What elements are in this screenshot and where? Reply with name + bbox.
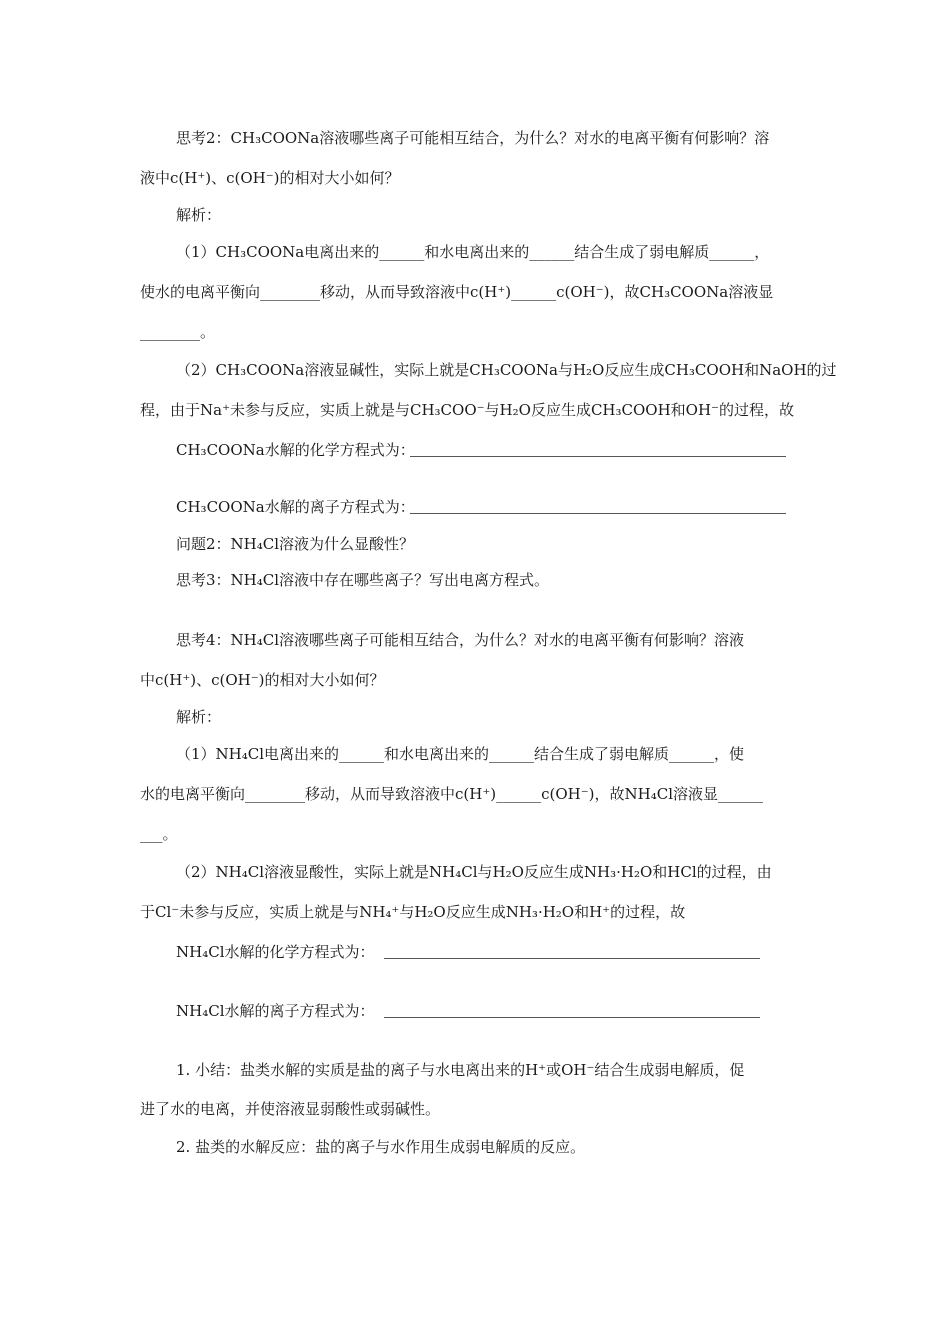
summary-line-2: 进了水的电离，并使溶液显弱酸性或弱碱性。: [140, 1100, 441, 1118]
think-2-line-1: 思考2：CH₃COONa溶液哪些离子可能相互结合，为什么？对水的电离平衡有何影响？溶: [176, 129, 770, 147]
analysis-2-part-1-line-3: ___。: [140, 825, 178, 843]
analysis-2-part-1-line-2: 水的电离平衡向________移动，从而导致溶液中c(H⁺)______c(OH⁻)，故NH₄Cl溶液显______: [140, 785, 764, 803]
answer-line[interactable]: [410, 513, 786, 514]
analysis-2-part-1-line-1: （1）NH₄Cl电离出来的______和水电离出来的______结合生成了弱电解质______，使: [176, 745, 745, 763]
summary-line-1: 1. 小结：盐类水解的实质是盐的离子与水电离出来的H⁺或OH⁻结合生成弱电解质，促: [176, 1061, 745, 1079]
analysis-1-part-2-line-2: 程，由于Na⁺未参与反应，实质上就是与CH₃COO⁻与H₂O反应生成CH₃COOH和OH⁻的过程，故: [140, 401, 794, 419]
think-4-line-1: 思考4：NH₄Cl溶液哪些离子可能相互结合，为什么？对水的电离平衡有何影响？溶液: [176, 631, 745, 649]
analysis-1-part-1-line-2: 使水的电离平衡向________移动，从而导致溶液中c(H⁺)______c(OH⁻)，故CH₃COONa溶液显: [140, 283, 774, 301]
think-2-line-2: 液中c(H⁺)、c(OH⁻)的相对大小如何？: [140, 169, 400, 187]
analysis-label-2: 解析：: [176, 708, 222, 726]
answer-line[interactable]: [384, 958, 760, 959]
answer-line[interactable]: [410, 456, 786, 457]
chem-equation-label-2: NH₄Cl水解的化学方程式为：: [176, 943, 375, 961]
answer-line[interactable]: [384, 1017, 760, 1018]
analysis-1-part-2-line-1: （2）CH₃COONa溶液显碱性，实际上就是CH₃COONa与H₂O反应生成CH₃COOH和NaOH的过: [176, 361, 837, 379]
chem-equation-label-1: CH₃COONa水解的化学方程式为：: [176, 441, 415, 459]
analysis-2-part-2-line-1: （2）NH₄Cl溶液显酸性，实际上就是NH₄Cl与H₂O反应生成NH₃·H₂O和HCl的过程，由: [176, 863, 772, 881]
think-4-line-2: 中c(H⁺)、c(OH⁻)的相对大小如何？: [140, 671, 385, 689]
ion-equation-label-1: CH₃COONa水解的离子方程式为：: [176, 498, 415, 516]
analysis-1-part-1-line-1: （1）CH₃COONa电离出来的______和水电离出来的______结合生成了弱电解质______，: [176, 243, 770, 261]
ion-equation-label-2: NH₄Cl水解的离子方程式为：: [176, 1002, 375, 1020]
analysis-2-part-2-line-2: 于Cl⁻未参与反应，实质上就是与NH₄⁺与H₂O反应生成NH₃·H₂O和H⁺的过程，故: [140, 903, 686, 921]
analysis-1-part-1-line-3: ________。: [140, 323, 216, 341]
think-3: 思考3：NH₄Cl溶液中存在哪些离子？写出电离方程式。: [176, 571, 550, 589]
question-2: 问题2：NH₄Cl溶液为什么显酸性？: [176, 535, 415, 553]
analysis-label-1: 解析：: [176, 206, 222, 224]
definition-line: 2. 盐类的水解反应：盐的离子与水作用生成弱电解质的反应。: [176, 1138, 586, 1156]
